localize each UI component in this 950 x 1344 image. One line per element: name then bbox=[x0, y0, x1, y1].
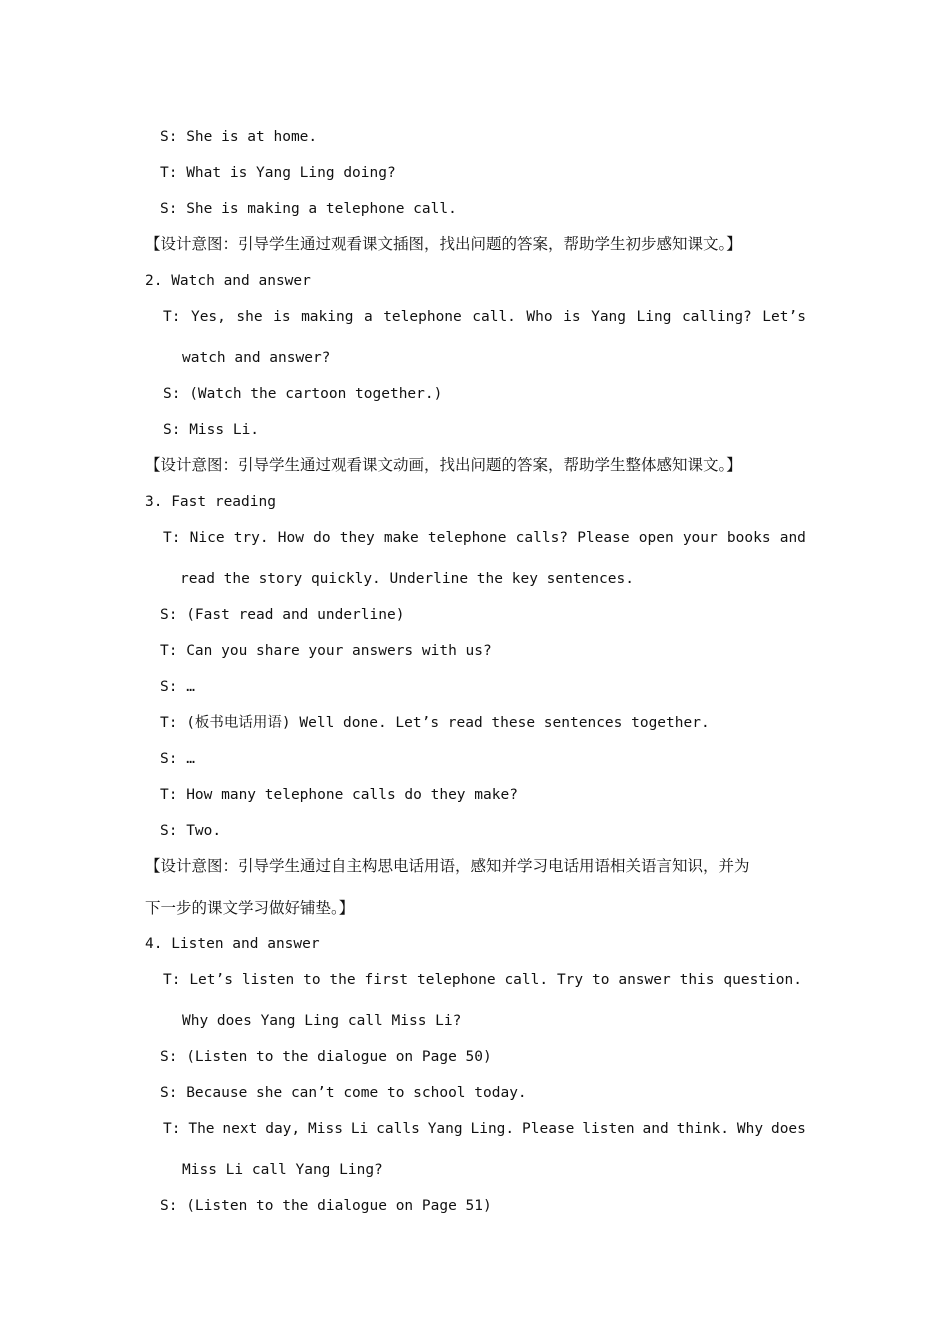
text-line: read the story quickly. Underline the key sentences. bbox=[180, 571, 634, 587]
word: Try bbox=[556, 972, 584, 988]
text-line: S: Miss Li. bbox=[163, 422, 260, 438]
text-line-justified bbox=[163, 528, 806, 548]
text-line-justified bbox=[163, 1119, 806, 1139]
word: telephone bbox=[417, 972, 496, 988]
word: making bbox=[301, 309, 354, 325]
word: try. bbox=[233, 530, 269, 546]
word: The bbox=[188, 1121, 215, 1137]
word: call. bbox=[504, 972, 549, 988]
text-line: T: What is Yang Ling doing? bbox=[160, 165, 396, 181]
word: books bbox=[726, 530, 771, 546]
word: T: bbox=[163, 1121, 181, 1137]
text-line: S: She is making a telephone call. bbox=[160, 201, 457, 217]
word: the bbox=[329, 972, 356, 988]
text-line: T: How many telephone calls do they make? bbox=[160, 787, 518, 803]
word: think. bbox=[676, 1121, 730, 1137]
text-line: T: Can you share your answers with us? bbox=[160, 643, 492, 659]
text-line: Why does Yang Ling call Miss Li? bbox=[182, 1013, 462, 1029]
word: Ling. bbox=[470, 1121, 515, 1137]
word: is bbox=[273, 309, 291, 325]
text-line: S: Because she can’t come to school today. bbox=[160, 1085, 527, 1101]
text-line-justified bbox=[163, 970, 802, 990]
word: Yes, bbox=[190, 309, 226, 325]
word: Why bbox=[736, 1121, 764, 1137]
word: Yang bbox=[591, 309, 627, 325]
word: and bbox=[779, 530, 806, 546]
word: they bbox=[339, 530, 375, 546]
word: Yang bbox=[427, 1121, 463, 1137]
word: does bbox=[770, 1121, 806, 1137]
word: to bbox=[592, 972, 610, 988]
word: question. bbox=[723, 972, 802, 988]
design-intent-note: 【设计意图：引导学生通过自主构思电话用语，感知并学习电话用语相关语言知识，并为 bbox=[145, 857, 750, 875]
section-heading: 4. Listen and answer bbox=[145, 936, 320, 952]
text-line: T: (板书电话用语) Well done. Let’s read these sentences together. bbox=[160, 715, 710, 731]
word: Nice bbox=[189, 530, 225, 546]
word: T: bbox=[163, 530, 181, 546]
text-line: S: She is at home. bbox=[160, 129, 318, 145]
text-line-justified bbox=[163, 307, 806, 327]
text-line: S: Two. bbox=[160, 823, 222, 839]
word: do bbox=[313, 530, 331, 546]
design-intent-note: 【设计意图：引导学生通过观看课文插图，找出问题的答案，帮助学生初步感知课文。】 bbox=[145, 235, 742, 253]
word: T: bbox=[163, 972, 181, 988]
word: answer bbox=[618, 972, 671, 988]
word: day, bbox=[265, 1121, 301, 1137]
text-line: Miss Li call Yang Ling? bbox=[182, 1162, 383, 1178]
word: calls? bbox=[515, 530, 569, 546]
word: your bbox=[682, 530, 718, 546]
text-line: S: (Listen to the dialogue on Page 50) bbox=[160, 1049, 492, 1065]
word: this bbox=[679, 972, 715, 988]
word: Who bbox=[526, 309, 553, 325]
word: telephone bbox=[383, 309, 462, 325]
text-line: watch and answer? bbox=[182, 350, 331, 366]
word: and bbox=[642, 1121, 669, 1137]
text-line: S: (Watch the cartoon together.) bbox=[163, 386, 443, 402]
word: to bbox=[303, 972, 321, 988]
word: Please bbox=[522, 1121, 575, 1137]
word: next bbox=[222, 1121, 258, 1137]
word: listen bbox=[582, 1121, 635, 1137]
word: Ling bbox=[636, 309, 672, 325]
word: calling? bbox=[681, 309, 752, 325]
word: Please bbox=[577, 530, 630, 546]
section-heading: 3. Fast reading bbox=[145, 494, 276, 510]
text-line: S: (Listen to the dialogue on Page 51) bbox=[160, 1198, 492, 1214]
word: call. bbox=[472, 309, 516, 325]
design-intent-note: 【设计意图：引导学生通过观看课文动画，找出问题的答案，帮助学生整体感知课文。】 bbox=[145, 456, 742, 474]
word: Let’s bbox=[189, 972, 233, 988]
word: calls bbox=[376, 1121, 420, 1137]
word: first bbox=[364, 972, 409, 988]
word: Let’s bbox=[762, 309, 806, 325]
word: Li bbox=[350, 1121, 369, 1137]
word: listen bbox=[241, 972, 295, 988]
word: open bbox=[638, 530, 674, 546]
word: make bbox=[383, 530, 419, 546]
text-line: S: … bbox=[160, 751, 195, 767]
word: a bbox=[363, 309, 373, 325]
word: How bbox=[277, 530, 304, 546]
text-line: S: … bbox=[160, 679, 195, 695]
word: Miss bbox=[308, 1121, 343, 1137]
section-heading: 2. Watch and answer bbox=[145, 273, 311, 289]
word: is bbox=[563, 309, 581, 325]
word: she bbox=[236, 309, 263, 325]
text-line: S: (Fast read and underline) bbox=[160, 607, 405, 623]
word: T: bbox=[163, 309, 181, 325]
word: telephone bbox=[427, 530, 507, 546]
design-intent-note: 下一步的课文学习做好铺垫。】 bbox=[145, 899, 355, 917]
